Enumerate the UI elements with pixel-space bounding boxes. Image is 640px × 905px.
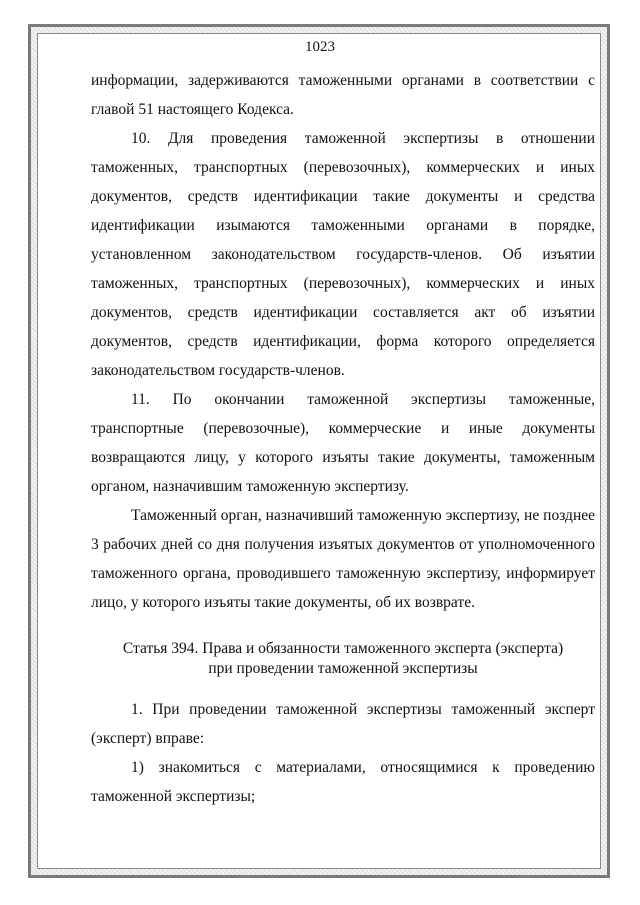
paragraph-right-1: 1) знакомиться с материалами, относящимися к проведению таможенной экспертизы;	[91, 759, 595, 805]
article-heading-line-2: при проведении таможенной экспертизы	[208, 660, 478, 677]
article-heading-line-1: Статья 394. Права и обязанности таможенного эксперта (эксперта)	[122, 640, 564, 657]
page-number: 1023	[305, 39, 335, 55]
document-body	[91, 66, 595, 811]
paragraph-item-11: 11. По окончании таможенной экспертизы таможенные, транспортные (перевозочные), коммерческие и иные документы возвращаются лицу, у которого изъяты такие документы, таможенным органом, назначившим таможенную экспертизу.	[91, 391, 595, 495]
paragraph-continuation: информации, задерживаются таможенными органами в соответствии с главой 51 настоящего Кодекса.	[91, 72, 595, 118]
article-heading	[91, 639, 595, 679]
paragraph-item-10: 10. Для проведения таможенной экспертизы в отношении таможенных, транспортных (перевозочных), коммерческих и иных документов, средств идентификации такие документы и средства идентификации изымаются таможенными органами в порядке, установленном законодательством государств-членов. Об изъятии таможенных, транспортных (перевозочных), коммерческих и иных документов, средств идентификации составляется акт об изъятии документов, средств идентификации, форма которого определяется законодательством государств-членов.	[91, 130, 595, 379]
paragraph-expert-rights: 1. При проведении таможенной экспертизы таможенный эксперт (эксперт) вправе:	[91, 701, 595, 747]
paragraph-return-notice: Таможенный орган, назначивший таможенную экспертизу, не позднее 3 рабочих дней со дня получения изъятых документов от уполномоченного таможенного органа, проводившего таможенную экспертизу, информирует лицо, у которого изъяты такие документы, об их возврате.	[91, 507, 595, 611]
